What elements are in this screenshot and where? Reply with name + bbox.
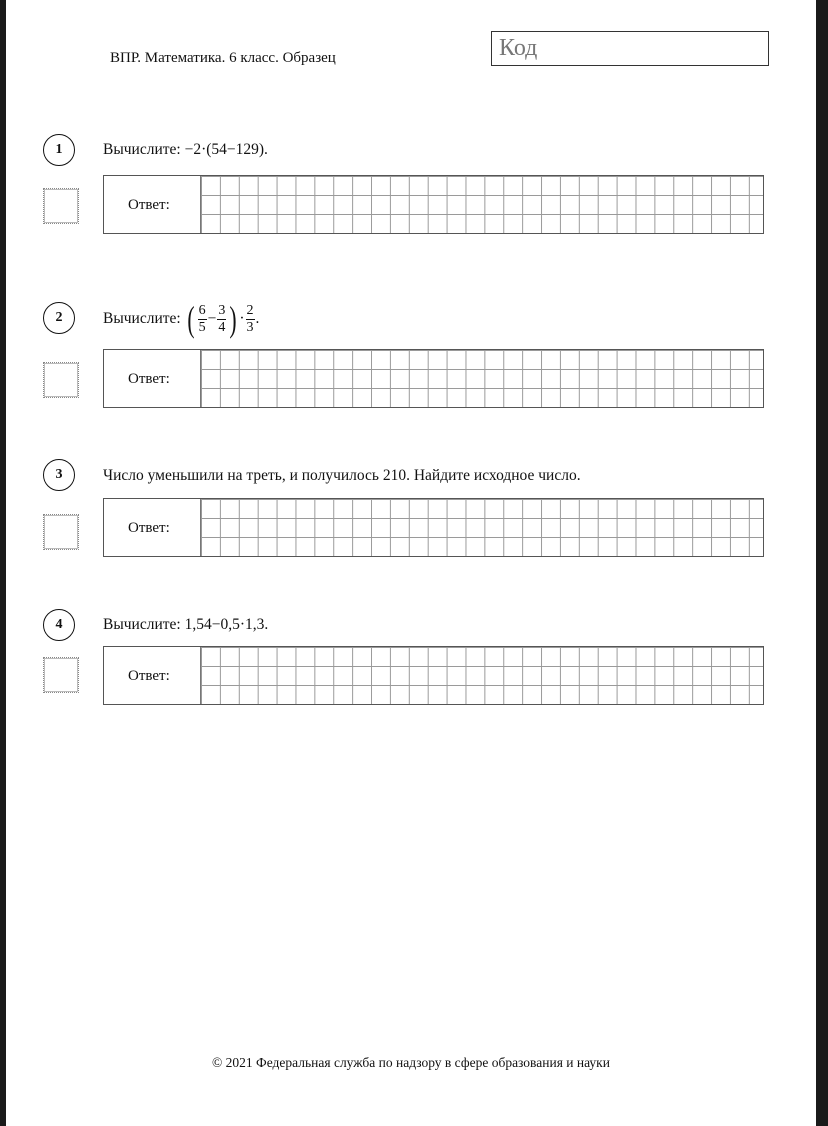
multiply-dot: · — [239, 310, 245, 327]
answer-label: Ответ: — [128, 197, 170, 213]
task-number-4: 4 — [43, 609, 75, 641]
score-box-1[interactable] — [43, 188, 79, 224]
task-1-prefix: Вычислите: — [103, 141, 181, 158]
answer-label: Ответ: — [128, 668, 170, 684]
task-number-1: 1 — [43, 134, 75, 166]
fraction-6-5: $\frac{6}{5}$ — [198, 302, 206, 335]
answer-label: Ответ: — [128, 520, 170, 536]
score-box-3[interactable] — [43, 514, 79, 550]
task-1-text — [103, 141, 268, 159]
code-field[interactable]: Код — [491, 31, 769, 66]
task-3-text: Число уменьшили на треть, и получилось 210. Найдите исходное число. — [103, 467, 581, 484]
fraction-2-3: $\frac{2}{3}$ — [246, 302, 254, 335]
answer-grid-2[interactable] — [200, 350, 763, 407]
task-2-text — [103, 298, 259, 340]
answer-box-2 — [103, 349, 764, 408]
task-2-prefix: Вычислите: — [103, 310, 181, 327]
answer-box-1 — [103, 175, 764, 234]
task-number-2: 2 — [43, 302, 75, 334]
score-box-4[interactable] — [43, 657, 79, 693]
score-box-2[interactable] — [43, 362, 79, 398]
close-paren: ) — [229, 299, 237, 339]
period: . — [255, 310, 260, 327]
answer-grid-1[interactable] — [200, 176, 763, 233]
answer-grid-3[interactable] — [200, 499, 763, 556]
task-number-3: 3 — [43, 459, 75, 491]
task-4-text — [103, 616, 268, 634]
task-4-prefix: Вычислите: — [103, 616, 181, 633]
answer-grid-4[interactable] — [200, 647, 763, 704]
task-4-expression: 1,54−0,5·1,3. — [184, 616, 269, 633]
answer-box-4 — [103, 646, 764, 705]
answer-box-3 — [103, 498, 764, 557]
page-title: ВПР. Математика. 6 класс. Образец — [110, 50, 336, 66]
open-paren: ( — [186, 299, 195, 339]
fraction-3-4: $\frac{3}{4}$ — [218, 302, 226, 335]
answer-label: Ответ: — [128, 371, 170, 387]
exam-page — [6, 0, 816, 1126]
footer-copyright: © 2021 Федеральная служба по надзору в сфере образования и науки — [212, 1055, 610, 1070]
task-1-expression: −2·(54−129). — [184, 141, 268, 158]
minus-sign: − — [207, 310, 217, 327]
